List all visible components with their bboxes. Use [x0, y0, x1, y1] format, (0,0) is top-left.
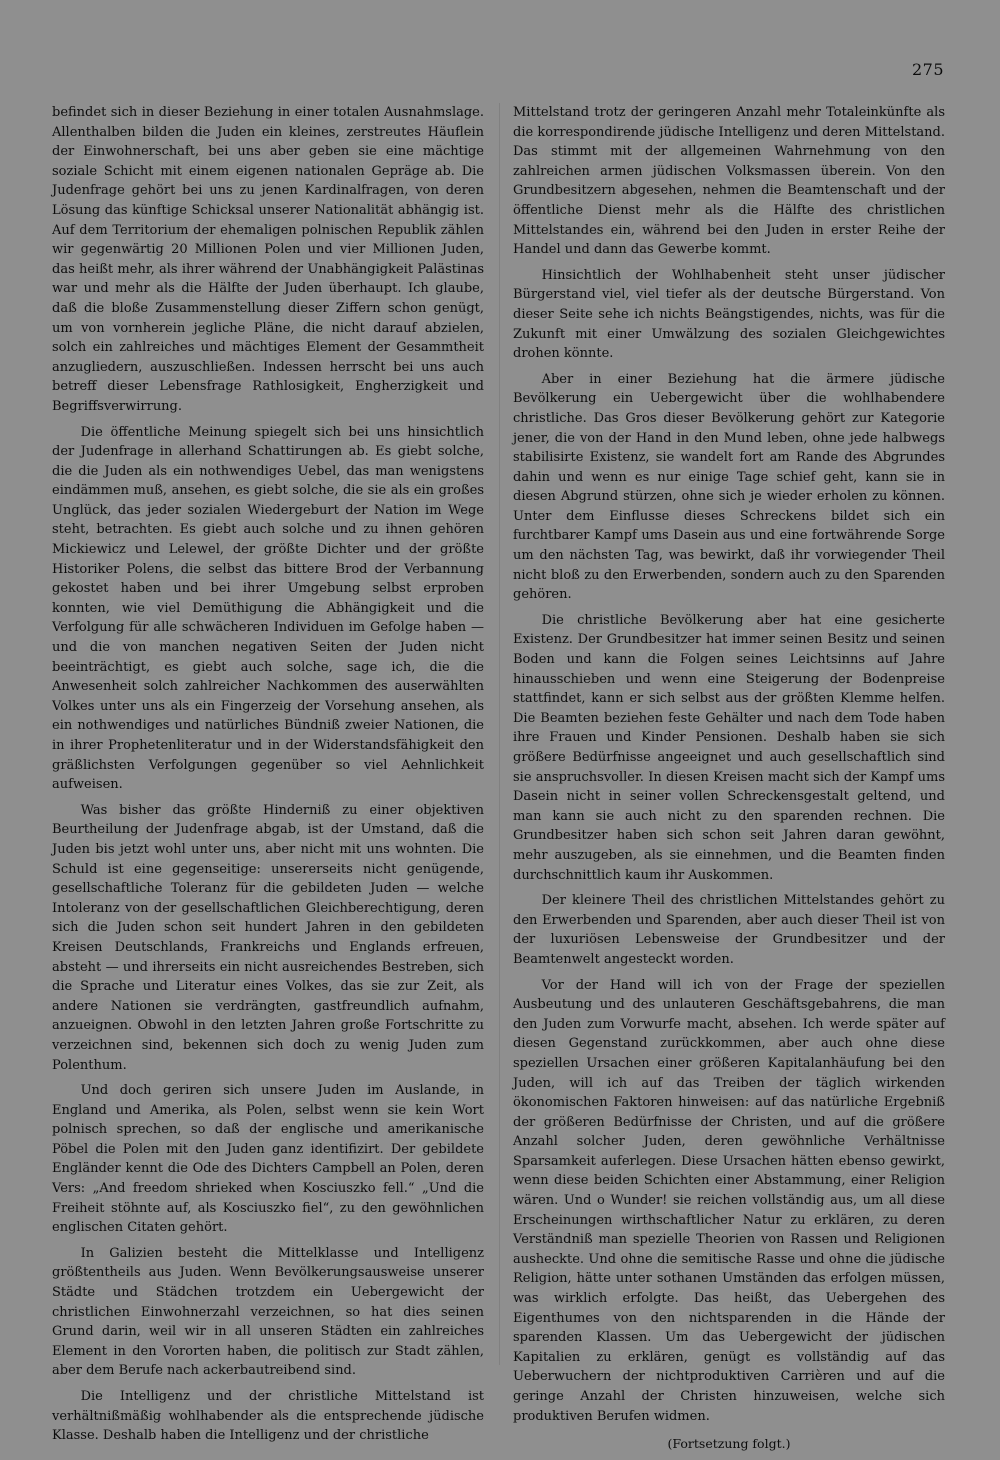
page-number: 275	[911, 60, 944, 79]
paragraph: Aber in einer Beziehung hat die ärmere jüdische Bevölkerung ein Uebergewicht über die wohlhabendere christliche. Das Gros dieser Bevölkerung gehört zur Kategorie jener, die von der Hand in den Mund leben, ohne jede halbwegs stabilisirte Existenz, sie wandelt fort am Rande des Abgrundes dahin und wenn es nur einige Tage schief geht, kann sie in diesen Abgrund stürzen, ohne sich je wieder erholen zu können. Unter dem Einflusse dieses Schreckens bildet sich ein furchtbarer Kampf ums Dasein aus und eine fortwährende Sorge um den nächsten Tag, was bewirkt, daß ihr vorwiegender Theil nicht bloß zu den Erwerbenden, sondern auch zu den Sparenden gehören.	[513, 371, 945, 603]
paragraph: Mittelstand trotz der geringeren Anzahl mehr Totaleinkünfte als die korrespondirende jüdische Intelligenz und deren Mittelstand. Das stimmt mit der allgemeinen Wahrnehmung von den zahlreichen armen jüdischen Volksmassen überein. Von den Grundbesitzern abgesehen, nehmen die Beamtenschaft und der öffentliche Dienst mehr als die Hälfte des christlichen Mittelstandes ein, während bei den Juden in erster Reihe der Handel und dann das Gewerbe kommt.	[513, 105, 945, 258]
paragraph: Hinsichtlich der Wohlhabenheit steht unser jüdischer Bürgerstand viel, viel tiefer als der deutsche Bürgerstand. Von dieser Seite sehe ich nichts Beängstigendes, nichts, was für die Zukunft mit einer Umwälzung des sozialen Gleichgewichtes drohen könnte.	[513, 267, 945, 362]
paragraph: In Galizien besteht die Mittelklasse und Intelligenz größtentheils aus Juden. Wenn Bevölkerungsausweise unserer Städte und Städchen trotzdem ein Uebergewicht der christlichen Einwohnerzahl verzeichnen, so hat dies seinen Grund darin, weil wir in all unseren Städten ein zahlreiches Element in den Vororten haben, die politisch zur Stadt zählen, aber dem Berufe nach ackerbautreibend sind.	[52, 1245, 484, 1379]
paragraph: Die christliche Bevölkerung aber hat eine gesicherte Existenz. Der Grundbesitzer hat immer seinen Besitz und seinen Boden und kann die Folgen seines Leichtsinns auf Jahre hinausschieben und wenn eine Steigerung der Bodenpreise stattfindet, kann er sich selbst aus der größten Klemme helfen. Die Beamten beziehen feste Gehälter und nach dem Tode haben ihre Frauen und Kinder Pensionen. Deshalb haben sie sich größere Bedürfnisse angeeignet und auch gesellschaftlich sind sie anspruchsvoller. In diesen Kreisen macht sich der Kampf ums Dasein nicht in seiner vollen Schreckensgestalt geltend, und man kann sie auch nicht zu den sparenden rechnen. Die Grundbesitzer haben sich schon seit Jahren daran gewöhnt, mehr auszugeben, als sie einnehmen, und die Beamten finden durchschnittlich kaum ihr Auskommen.	[513, 612, 945, 883]
paragraph: befindet sich in dieser Beziehung in einer totalen Ausnahmslage. Allenthalben bilden die Juden ein kleines, zerstreutes Häuflein der Einwohnerschaft, bei uns aber geben sie eine mächtige soziale Schicht mit einem eigenen nationalen Gepräge ab. Die Judenfrage gehört bei uns zu jenen Kardinalfragen, von deren Lösung das künftige Schicksal unserer Nationalität abhängig ist. Auf dem Territorium der ehemaligen polnischen Republik zählen wir gegenwärtig 20 Millionen Polen und vier Millionen Juden, das heißt mehr, als ihrer während der Unabhängigkeit Palästinas war und mehr als die Hälfte der Juden überhaupt. Ich glaube, daß die bloße Zusammenstellung dieser Ziffern schon genügt, um von vornherein jegliche Pläne, die nicht darauf abzielen, solch ein zahlreiches und mächtiges Element der Gesammtheit anzugliedern, auszuschließen. Indessen herrscht bei uns auch betreff dieser Lebensfrage Rathlosigkeit, Engherzigkeit und Begriffsverwirrung.	[52, 105, 484, 414]
paragraph: Und doch geriren sich unsere Juden im Auslande, in England und Amerika, als Polen, selbst wenn sie kein Wort polnisch sprechen, so daß der englische und amerikanische Pöbel die Polen mit den Juden ganz identifizirt. Der gebildete Engländer kennt die Ode des Dichters Campbell an Polen, deren Vers: „And freedom shrieked when Kosciuszko fell.“ „Und die Freiheit stöhnte auf, als Kosciuszko fiel“, zu den gewöhnlichen englischen Citaten gehört.	[52, 1083, 484, 1236]
paragraph: Vor der Hand will ich von der Frage der speziellen Ausbeutung und des unlauteren Geschäftsgebahrens, die man den Juden zum Vorwurfe macht, absehen. Ich werde später auf diesen Gegenstand zurückkommen, aber auch ohne diese speziellen Ursachen einer größeren Kapitalanhäufung bei den Juden, will ich auf das Treiben der täglich wirkenden ökonomischen Faktoren hinweisen: auf das natürliche Ergebniß der größeren Bedürfnisse der Christen, und auf die größere Anzahl solcher Juden, deren gewöhnliche Verhältnisse Sparsamkeit auferlegen. Diese Ursachen hätten ebenso gewirkt, wenn diese beiden Schichten einer Abstammung, einer Religion wären. Und o Wunder! sie reichen vollständig aus, um all diese Erscheinungen wirthschaftlicher Natur zu erklären, zu deren Verständniß man spezielle Theorien von Rassen und Religionen ausheckte. Und ohne die semitische Rasse und ohne die jüdische Religion, hätte unter sothanen Umständen das erfolgen müssen, was wirklich erfolgte. Das heißt, das Uebergehen des Eigenthumes von den nichtsparenden in die Hände der sparenden Klassen. Um das Uebergewicht der jüdischen Kapitalien zu erklären, genügt es vollständig auf das Ueberwuchern der nichtproduktiven Carrièren und auf die geringe Anzahl der Christen hinzuweisen, welche sich produktiven Berufen widmen.	[513, 977, 945, 1424]
paragraph: Der kleinere Theil des christlichen Mittelstandes gehört zu den Erwerbenden und Sparenden, aber auch dieser Theil ist von der luxuriösen Lebensweise der Grundbesitzer und der Beamtenwelt angesteckt worden.	[513, 893, 945, 967]
paragraph: Die öffentliche Meinung spiegelt sich bei uns hinsichtlich der Judenfrage in allerhand Schattirungen ab. Es giebt solche, die die Juden als ein nothwendiges Uebel, das man wenigstens eindämmen muß, ansehen, es giebt solche, die sie als ein großes Unglück, das jeder sozialen Wiedergeburt der Nation im Wege steht, betrachten. Es giebt auch solche und zu ihnen gehören Mickiewicz und Lelewel, der größte Dichter und der größte Historiker Polens, die selbst das bittere Brod der Verbannung gekostet haben und bei ihrer Umgebung selbst erproben konnten, wie viel Demüthigung die Abhängigkeit und die Verfolgung für alle schwächeren Individuen im Gefolge haben — und die von manchen negativen Seiten der Juden nicht beeinträchtigt, es giebt auch solche, sage ich, die die Anwesenheit solch zahlreicher Nachkommen des auserwählten Volkes unter uns als ein Fingerzeig der Vorsehung ansehen, als ein nothwendiges und natürliches Bündniß zweier Nationen, die in ihrer Prophetenliteratur und in der Widerstandsfähigkeit den gräßlichsten Verfolgungen gegenüber so viel Aehnlichkeit aufweisen.	[52, 424, 484, 793]
continuation-note: (Fortsetzung folgt.)	[667, 1436, 791, 1452]
paragraph: Die Intelligenz und der christliche Mittelstand ist verhältnißmäßig wohlhabender als die entsprechende jüdische Klasse. Deshalb haben die Intelligenz und der christliche	[52, 1389, 484, 1444]
paragraph: Was bisher das größte Hinderniß zu einer objektiven Beurtheilung der Judenfrage abgab, ist der Umstand, daß die Juden bis jetzt wohl unter uns, aber nicht mit uns wohnten. Die Schuld ist eine gegenseitige: unsererseits nicht genügende, gesellschaftliche Toleranz für die gebildeten Juden — welche Intoleranz von der gesellschaftlichen Gleichberechtigung, deren sich die Juden schon seit hundert Jahren in den gebildeten Kreisen Deutschlands, Frankreichs und Englands erfreuen, absteht — und ihrerseits ein nicht ausreichendes Bestreben, sich die Sprache und Literatur eines Volkes, das sie zur Zeit, als andere Nationen sie verdrängten, gastfreundlich aufnahm, anzueignen. Obwohl in den letzten Jahren große Fortschritte zu verzeichnen sind, bekennen sich doch zu wenig Juden zum Polenthum.	[52, 802, 484, 1073]
right-column	[513, 103, 945, 1460]
column-gutter	[499, 103, 500, 1365]
left-column	[52, 103, 484, 1446]
